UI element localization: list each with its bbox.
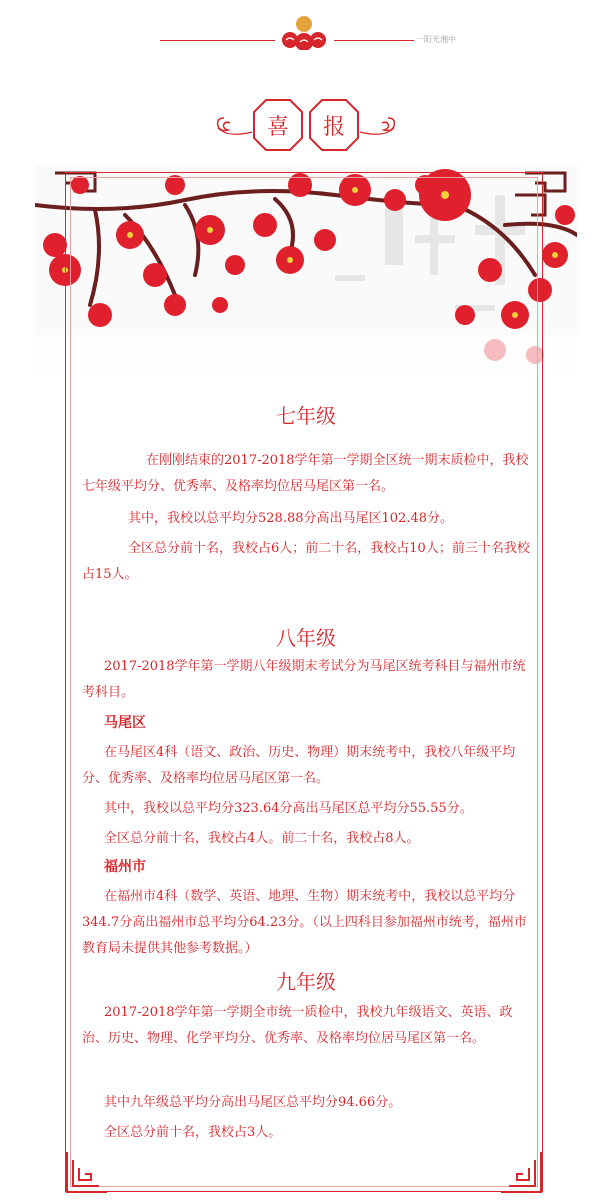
grade7-paragraph-1: 在刚刚结束的2017-2018学年第一学期全区统一期末质检中，我校七年级平均分、优秀率、及格率均位居马尾区第一名。 — [82, 453, 529, 494]
section-title-grade8: 八年级 — [276, 626, 336, 650]
header-right-text: 一阳光湘中 — [416, 35, 456, 44]
grade8-intro: 2017-2018学年第一学期八年级期末考试分为马尾区统考科目与福州市统考科目。 — [82, 659, 526, 700]
grade8-mawei-paragraph-2: 其中，我校以总平均分323.64分高出马尾区总平均分55.55分。 — [104, 801, 473, 816]
grade8-mawei-paragraph-3: 全区总分前十名，我校占4人。前二十名，我校占8人。 — [104, 831, 420, 846]
badge-char-1: 喜 — [267, 115, 290, 140]
grade9-paragraph-1: 2017-2018学年第一学期全市统一质检中，我校九年级语文、英语、政治、历史、物理、化学平均分、优秀率、及格率均位居马尾区第一名。 — [82, 1005, 513, 1046]
grade9-paragraph-3: 全区总分前十名，我校占3人。 — [104, 1125, 282, 1140]
bottom-right-lattice-ornament — [499, 1150, 543, 1194]
grade9-paragraph-2: 其中九年级总平均分高出马尾区总平均分94.66分。 — [104, 1095, 402, 1110]
badge-char-2: 报 — [323, 115, 346, 140]
grade8-sub-fuzhou-label: 福州市 — [104, 859, 146, 875]
section-title-grade9: 九年级 — [276, 970, 336, 994]
xibao-badge — [214, 96, 398, 154]
header-cloud-icon — [278, 14, 330, 50]
grade7-paragraph-3: 全区总分前十名，我校占6人；前二十名，我校占10人；前三十名我校占15人。 — [82, 541, 530, 582]
grade8-sub-mawei-label: 马尾区 — [104, 715, 146, 731]
header-right-line — [334, 40, 414, 41]
section-title-grade7: 七年级 — [276, 404, 336, 428]
grade8-mawei-paragraph-1: 在马尾区4科（语文、政治、历史、物理）期末统考中，我校八年级平均分、优秀率、及格率均位居马尾区第一名。 — [82, 745, 516, 786]
grade7-paragraph-2: 其中，我校以总平均分528.88分高出马尾区102.48分。 — [128, 511, 453, 526]
bottom-left-lattice-ornament — [65, 1150, 109, 1194]
header-left-line — [160, 40, 275, 41]
grade8-fuzhou-paragraph-1: 在福州市4科（数学、英语、地理、生物）期末统考中，我校以总平均分344.7分高出福州市总平均分64.23分。（以上四科目参加福州市统考，福州市教育局未提供其他参考数据。） — [82, 889, 527, 956]
